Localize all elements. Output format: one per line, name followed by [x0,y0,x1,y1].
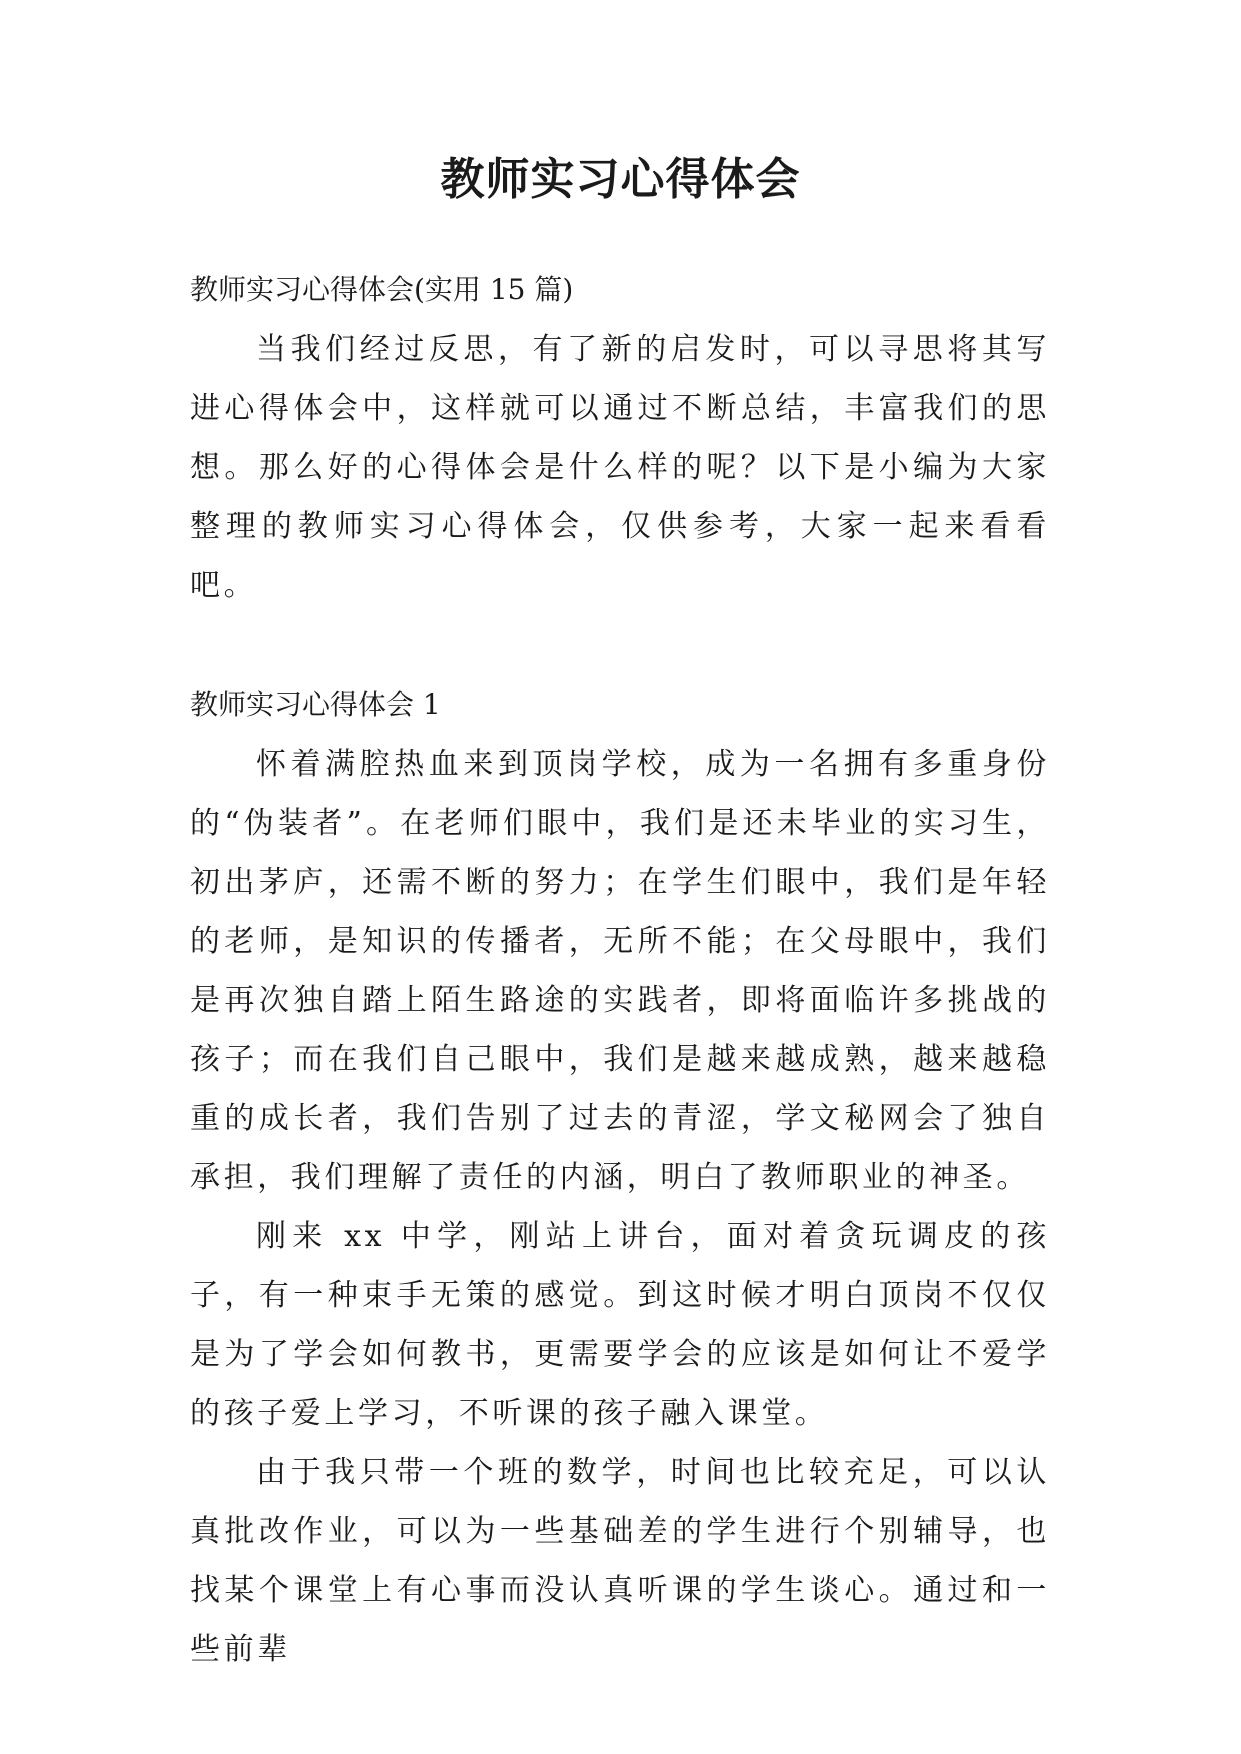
section-1-paragraph-2: 刚来 xx 中学，刚站上讲台，面对着贪玩调皮的孩子，有一种束手无策的感觉。到这时候才明白顶岗不仅仅是为了学会如何教书，更需要学会的应该是如何让不爱学的孩子爱上学习，不听课的孩子融入课堂。 [190,1219,1050,1431]
section-1-paragraph-3: 由于我只带一个班的数学，时间也比较充足，可以认真批改作业，可以为一些基础差的学生进行个别辅导，也找某个课堂上有心事而没认真听课的学生谈心。通过和一些前辈 [190,1455,1050,1667]
section-spacer [190,615,1050,675]
section-1-paragraph-1: 怀着满腔热血来到顶岗学校，成为一名拥有多重身份的“伪装者”。在老师们眼中，我们是还未毕业的实习生，初出茅庐，还需不断的努力；在学生们眼中，我们是年轻的老师，是知识的传播者，无所不能；在父母眼中，我们是再次独自踏上陌生路途的实践者，即将面临许多挑战的孩子；而在我们自己眼中，我们是越来越成熟，越来越稳重的成长者，我们告别了过去的青涩，学文秘网会了独自承担，我们理解了责任的内涵，明白了教师职业的神圣。 [190,747,1050,1195]
document-body [190,260,1050,1679]
section-1-heading: 教师实习心得体会 1 [190,688,441,721]
document-title: 教师实习心得体会 [440,154,801,205]
intro-paragraph: 当我们经过反思，有了新的启发时，可以寻思将其写进心得体会中，这样就可以通过不断总结，丰富我们的思想。那么好的心得体会是什么样的呢？以下是小编为大家整理的教师实习心得体会，仅供参考，大家一起来看看吧。 [190,332,1050,603]
intro-heading: 教师实习心得体会(实用 15 篇) [190,273,574,306]
